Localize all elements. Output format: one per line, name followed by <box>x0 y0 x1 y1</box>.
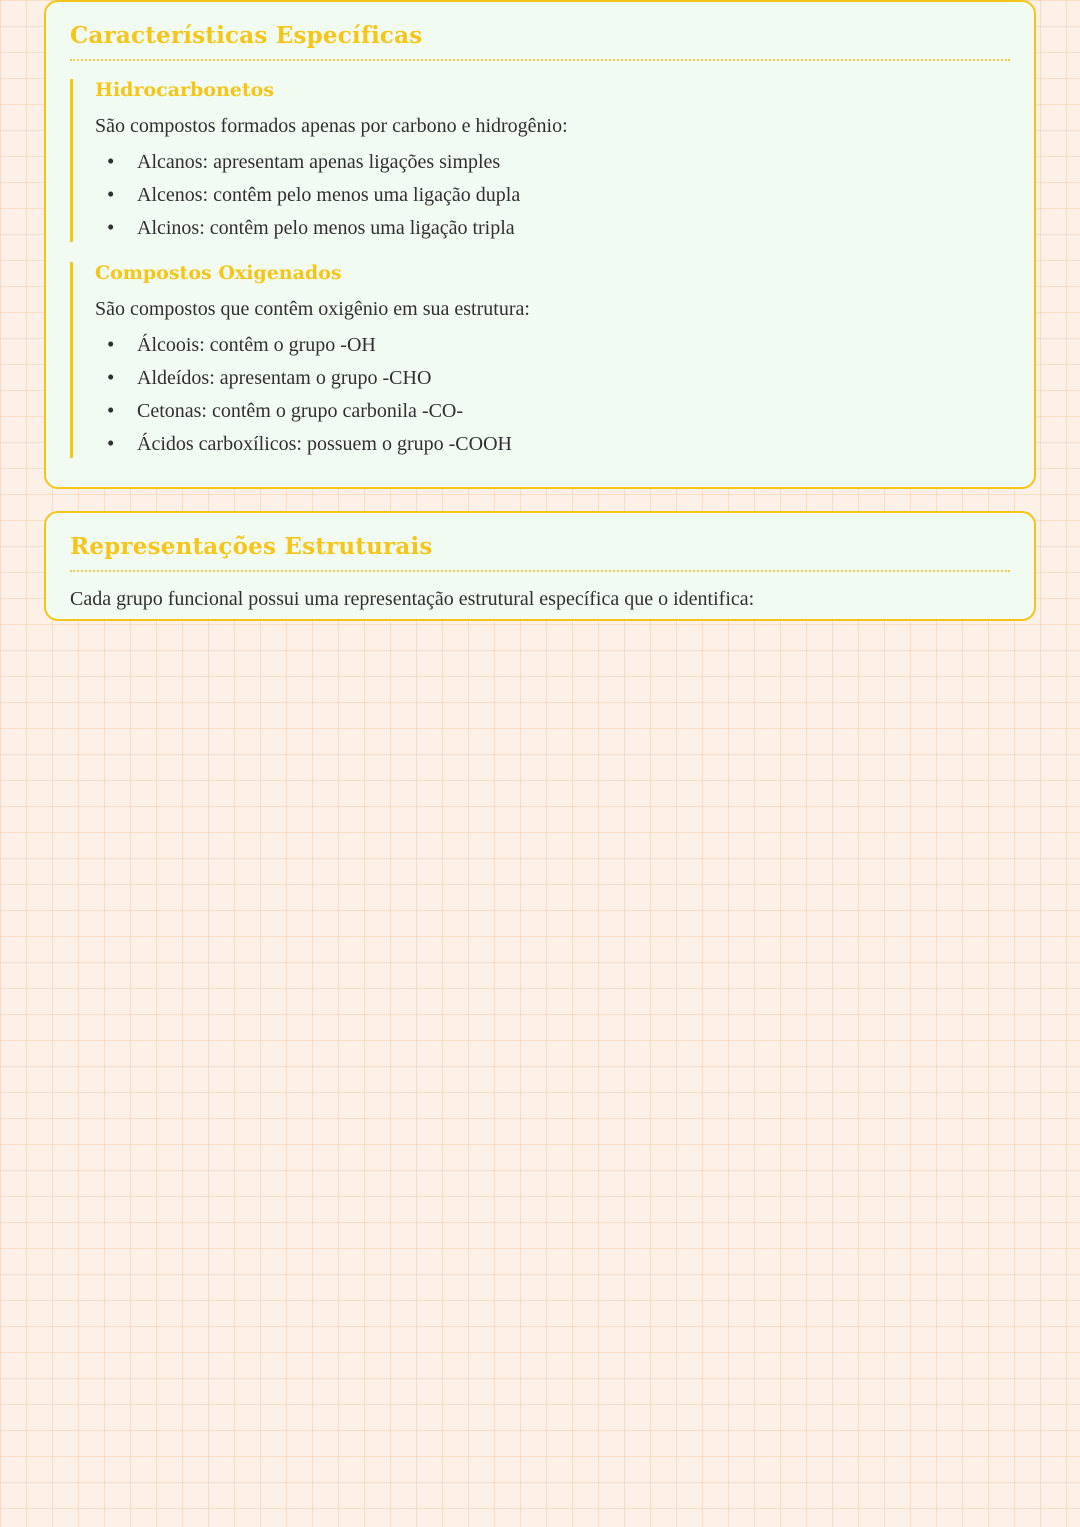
list-item: • Alcinos: contêm pelo menos uma ligação tripla <box>95 214 1010 242</box>
list-item: • Cetonas: contêm o grupo carbonila -CO- <box>95 397 1010 425</box>
list-item: • Álcoois: contêm o grupo -OH <box>95 331 1010 359</box>
list-item: • Alcenos: contêm pelo menos uma ligação dupla <box>95 181 1010 209</box>
list-item: • Aldeídos: apresentam o grupo -CHO <box>95 364 1010 392</box>
bullet-list <box>95 331 1010 458</box>
section-hidrocarbonetos <box>70 79 1010 242</box>
card-body-text: Cada grupo funcional possui uma representação estrutural específica que o identifica: <box>70 588 755 610</box>
list-item: • Alcanos: apresentam apenas ligações simples <box>95 148 1010 176</box>
section-intro: São compostos formados apenas por carbono e hidrogênio: <box>95 115 568 137</box>
card-title: Representações Estruturais <box>70 533 1010 572</box>
section-compostos-oxigenados <box>70 262 1010 458</box>
card-representacoes-estruturais <box>44 511 1036 621</box>
card-title: Características Específicas <box>70 22 1010 61</box>
bullet-list <box>95 148 1010 242</box>
card-caracteristicas-especificas <box>44 0 1036 489</box>
section-title: Compostos Oxigenados <box>95 262 342 284</box>
section-intro: São compostos que contêm oxigênio em sua estrutura: <box>95 298 530 320</box>
list-item: • Ácidos carboxílicos: possuem o grupo -COOH <box>95 430 1010 458</box>
section-title: Hidrocarbonetos <box>95 79 275 101</box>
